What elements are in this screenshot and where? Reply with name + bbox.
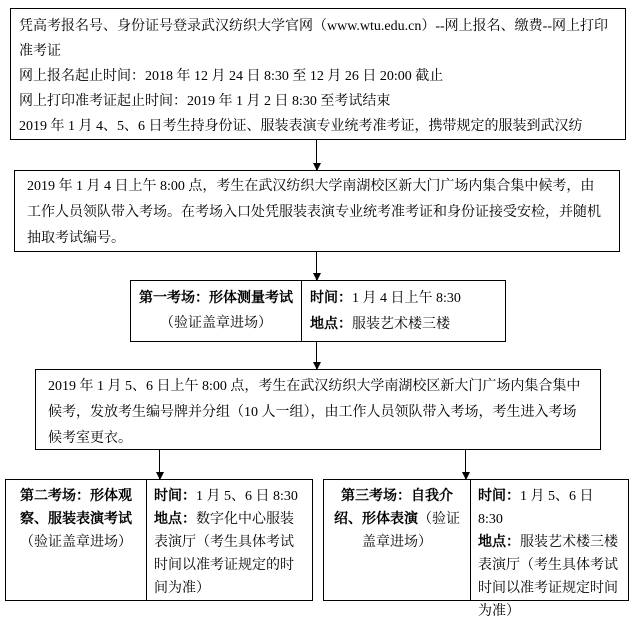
venue-place: 地点：数字化中心服装表演厅（考生具体考试时间以准考证规定的时间为准） (154, 512, 294, 596)
venue3-details-cell (471, 480, 628, 619)
venue1-details-cell (302, 281, 505, 341)
venue1-name-cell (131, 281, 302, 341)
text-line: 2019 年 1 月 5、6 日上午 8:00 点，考生在武汉纺织大学南湖校区新大门广场内集合集中候考，发放考生编号牌并分组（10 人一组），由工作人员领队带入考场，考生进入考场候考室更衣。 (48, 379, 581, 446)
venue-title: 第二考场：形体观察、服装表演考试（验证盖章进场） (20, 489, 132, 550)
venue-place: 地点：服装艺术楼三楼表演厅（考生具体考试时间以准考证规定时间为准） (478, 535, 618, 619)
venue-place: 地点：服装艺术楼三楼 (310, 317, 450, 332)
text-line: 网上报名起止时间：2018 年 12 月 24 日 8:30 至 12 月 26 日 20:00 截止 (19, 69, 444, 84)
venue-time: 时间：1 月 4 日上午 8:30 (310, 291, 461, 306)
venue-title: 第一考场：形体测量考试（验证盖章进场） (139, 291, 293, 331)
venue3-name-cell (324, 480, 471, 600)
flow-arrow-down-icon (316, 140, 317, 170)
venue-time: 时间：1 月 5、6 日 8:30 (154, 489, 298, 504)
online-registration-box (10, 8, 626, 140)
venue2-name-cell (6, 480, 147, 600)
text-line: 网上打印准考证起止时间：2019 年 1 月 2 日 8:30 至考试结束 (19, 94, 391, 109)
venue1-box (130, 280, 506, 342)
flow-arrow-down-icon (316, 342, 317, 369)
venue2-box (5, 479, 313, 601)
flow-arrow-down-icon (465, 450, 466, 479)
text-line: 凭高考报名号、身份证号登录武汉纺织大学官网（www.wtu.edu.cn）--网上报名、缴费--网上打印准考证 (19, 19, 608, 59)
jan4-assembly-box (14, 170, 620, 252)
flow-arrow-down-icon (316, 252, 317, 280)
jan56-assembly-box (35, 369, 601, 450)
venue2-details-cell (147, 480, 312, 600)
venue-time: 时间：1 月 5、6 日 8:30 (478, 489, 594, 527)
text-line: 2019 年 1 月 4、5、6 日考生持身份证、服装表演专业统考准考证，携带规定的服装到武汉纺 (19, 119, 583, 134)
text-line: 2019 年 1 月 4 日上午 8:00 点，考生在武汉纺织大学南湖校区新大门广场内集合集中候考，由工作人员领队带入考场。在考场入口处凭服装表演专业统考准考证和身份证接受安检，并随机抽取考试编号。 (27, 179, 601, 246)
venue3-box (323, 479, 629, 619)
venue-title: 第三考场：自我介绍、形体表演（验证盖章进场） (334, 489, 460, 550)
flow-arrow-down-icon (159, 450, 160, 479)
